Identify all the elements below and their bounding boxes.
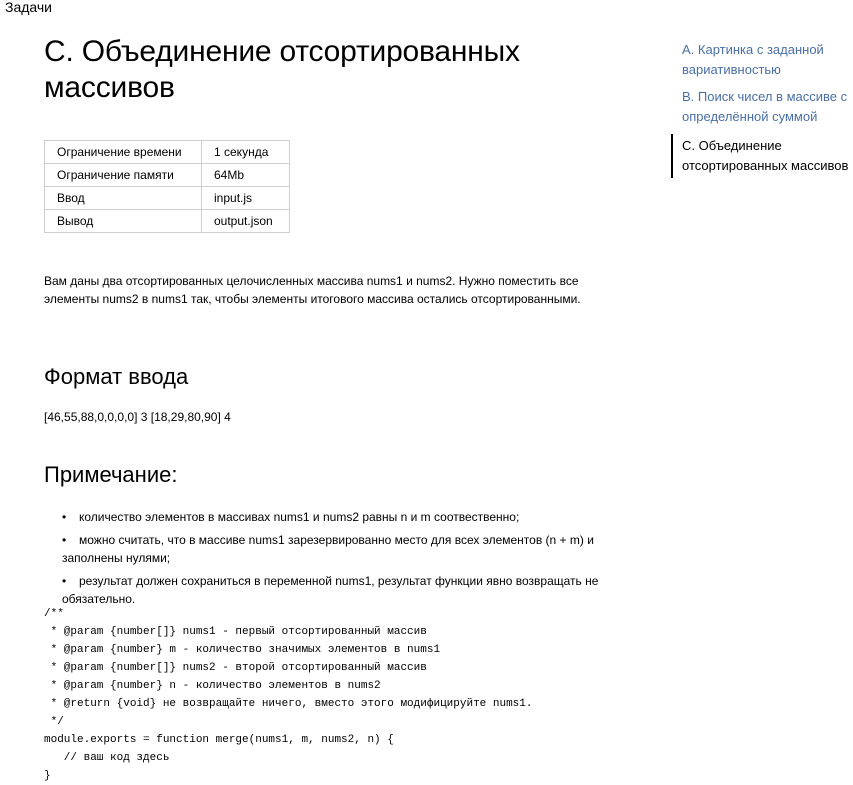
limit-key: Ввод [45, 187, 202, 210]
limit-value: 1 секунда [202, 141, 290, 164]
limit-key: Вывод [45, 210, 202, 233]
code-template: /** * @param {number[]} nums1 - первый отсортированный массив * @param {number} m - количество значимых элементов в nums1 * @param {number[]} nums2 - второй отсортированный массив * @param {number} n - количество элементов в nums2 * @return {void} не возвращайте ничего, вместо этого модифицируйте nums1. */ module.exports = function merge(nums1, m, nums2, n) { // ваш код здесь } [44, 608, 533, 782]
problem-content [44, 34, 644, 606]
note-text: результат должен сохраниться в переменной nums1, результат функции явно возвращать не обязательно. [62, 574, 599, 606]
note-heading: Примечание: [44, 462, 178, 487]
limit-key: Ограничение времени [45, 141, 202, 164]
problems-sidebar [671, 40, 851, 178]
limit-key: Ограничение памяти [45, 164, 202, 187]
table-row [45, 141, 290, 164]
table-row [45, 164, 290, 187]
bullet-icon: • [62, 533, 67, 547]
list-item [44, 508, 604, 526]
list-item [44, 572, 604, 608]
limits-table [44, 140, 290, 233]
sidebar-item-c-active[interactable]: C. Объединение отсортированных массивов [671, 134, 851, 178]
bullet-icon: • [62, 510, 67, 524]
input-format-text: [46,55,88,0,0,0,0] 3 [18,29,80,90] 4 [44, 410, 231, 424]
note-text: количество элементов в массивах nums1 и nums2 равны n и m соотвественно; [79, 510, 520, 524]
sidebar-item-b[interactable]: B. Поиск чисел в массиве с определённой суммой [682, 89, 848, 124]
sidebar-item-a[interactable]: A. Картинка с заданной вариативностью [682, 42, 824, 77]
bullet-icon: • [62, 574, 67, 588]
limit-value: input.js [202, 187, 290, 210]
note-text: можно считать, что в массиве nums1 зарезервированно место для всех элементов (n + m) и заполнены нулями; [62, 533, 594, 565]
list-item [44, 531, 604, 567]
section-label: Задачи [5, 0, 53, 15]
problem-statement: Вам даны два отсортированных целочисленных массива nums1 и nums2. Нужно поместить все элементы nums2 в nums1 так, чтобы элементы итогового массива остались отсортированными. [44, 274, 581, 306]
input-format-heading: Формат ввода [44, 364, 189, 389]
notes-list [44, 508, 604, 613]
problem-title: C. Объединение отсортированных массивов [44, 35, 520, 104]
limit-value: output.json [202, 210, 290, 233]
table-row [45, 210, 290, 233]
table-row [45, 187, 290, 210]
limit-value: 64Mb [202, 164, 290, 187]
